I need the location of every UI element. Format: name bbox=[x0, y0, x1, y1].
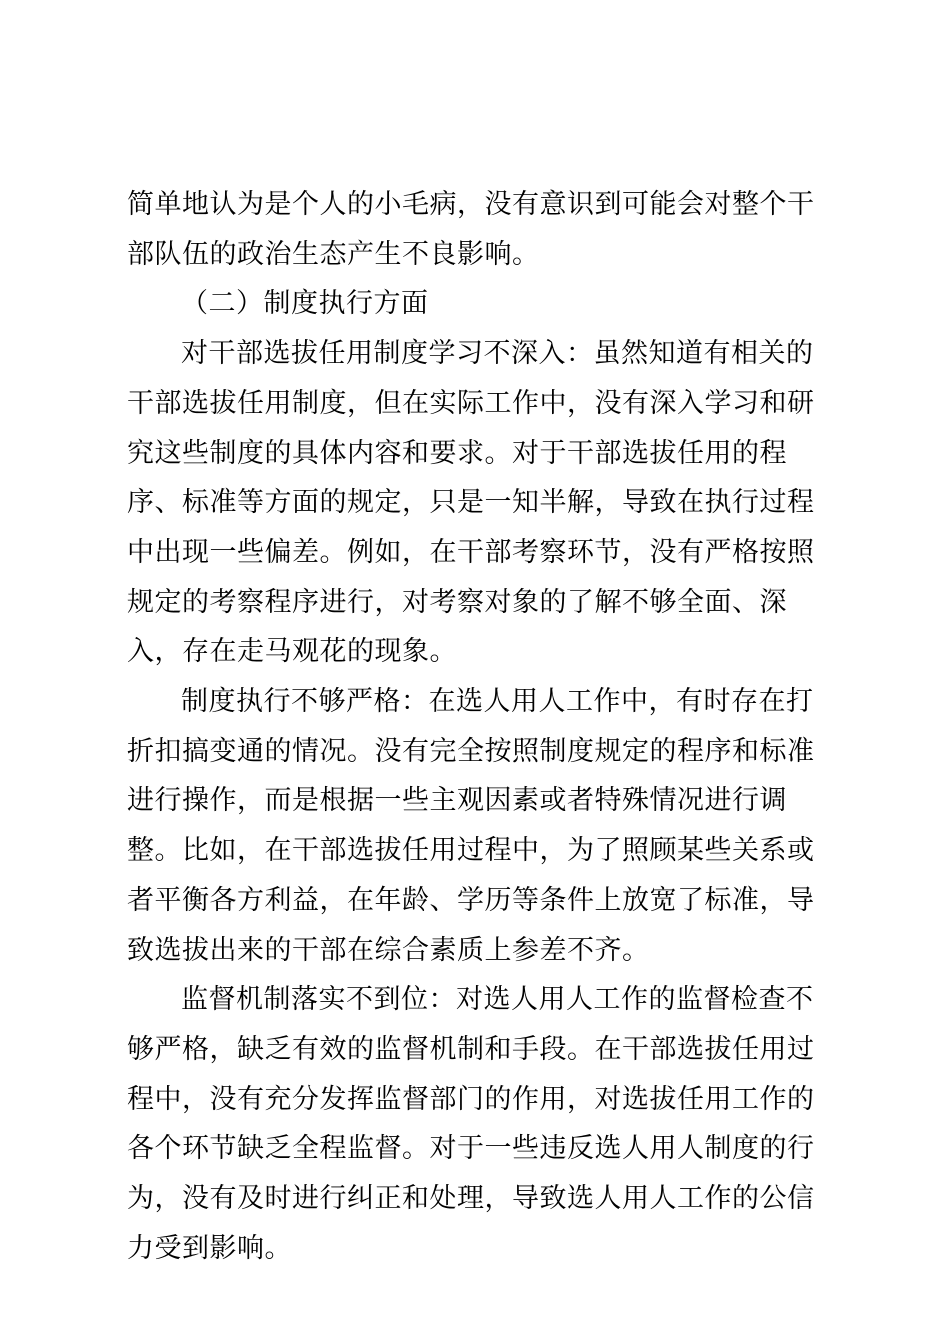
paragraph-study: 对干部选拔任用制度学习不深入：虽然知道有相关的干部选拔任用制度，但在实际工作中，没有深入学习和研究这些制度的具体内容和要求。对于干部选拔任用的程序、标准等方面的规定，只是一知半解，导致在执行过程中出现一些偏差。例如，在干部考察环节，没有严格按照规定的考察程序进行，对考察对象的了解不够全面、深入，存在走马观花的现象。 bbox=[127, 338, 815, 668]
paragraph-supervision: 监督机制落实不到位：对选人用人工作的监督检查不够严格，缺乏有效的监督机制和手段。在干部选拔任用过程中，没有充分发挥监督部门的作用，对选拔任用工作的各个环节缺乏全程监督。对于一些违反选人用人制度的行为，没有及时进行纠正和处理，导致选人用人工作的公信力受到影响。 bbox=[127, 984, 815, 1264]
document-body bbox=[127, 180, 832, 1273]
paragraph-execution: 制度执行不够严格：在选人用人工作中，有时存在打折扣搞变通的情况。没有完全按照制度规定的程序和标准进行操作，而是根据一些主观因素或者特殊情况进行调整。比如，在干部选拔任用过程中，为了照顾某些关系或者平衡各方利益，在年龄、学历等条件上放宽了标准，导致选拔出来的干部在综合素质上参差不齐。 bbox=[127, 686, 815, 966]
section-heading: （二）制度执行方面 bbox=[181, 288, 429, 320]
paragraph-continuation: 简单地认为是个人的小毛病，没有意识到可能会对整个干部队伍的政治生态产生不良影响。 bbox=[127, 189, 815, 270]
